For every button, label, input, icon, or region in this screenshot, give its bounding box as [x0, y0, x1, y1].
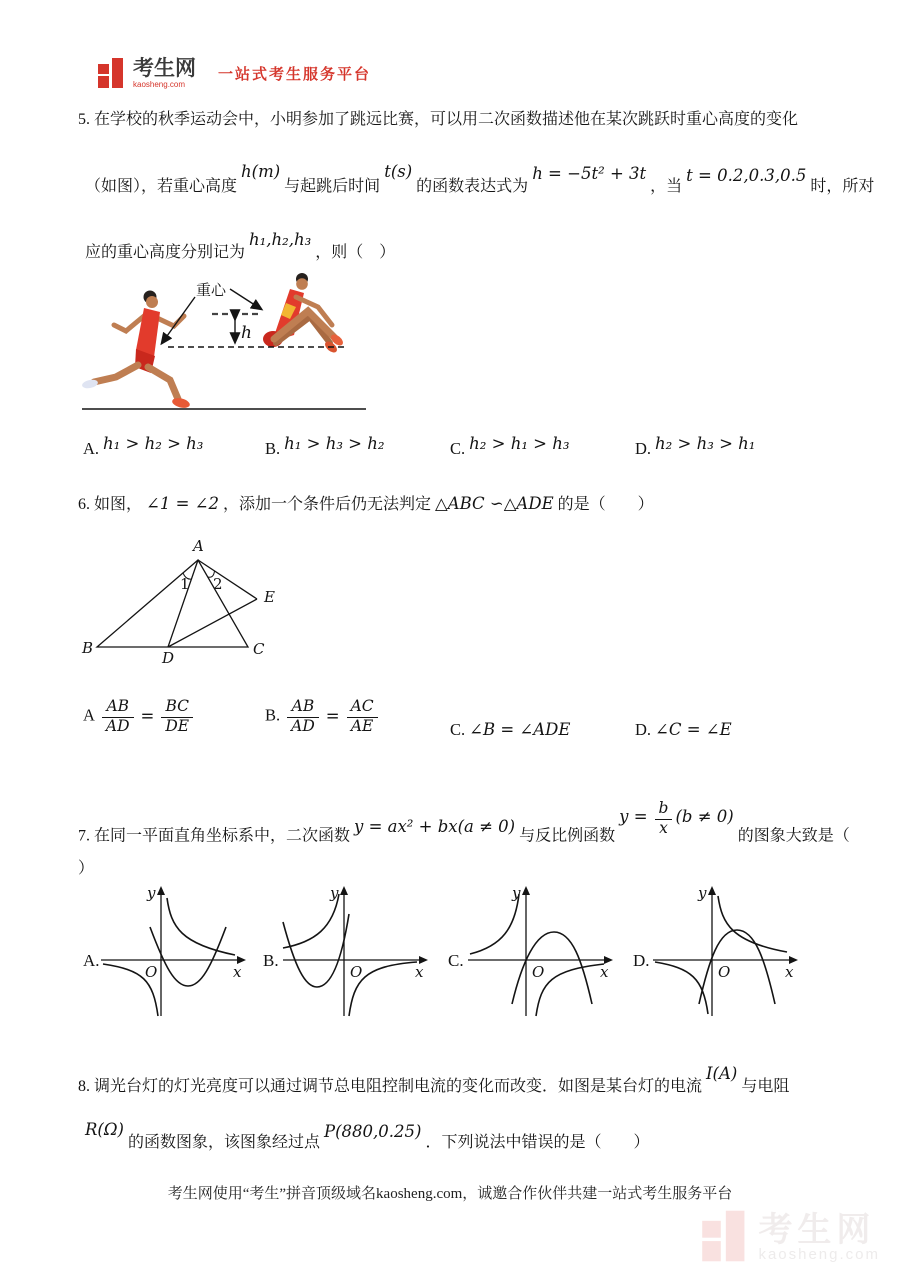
watermark-text: 考生网 [758, 1211, 876, 1250]
svg-text:x: x [415, 963, 424, 981]
fraction-b-x: $\frac{b}{x}$ [655, 800, 673, 838]
q5-text-shi: 时，所对 [810, 178, 875, 195]
q6-option-c: C. ∠B = ∠ADE [450, 720, 571, 739]
q8-emphasized-wrong: 错误 [521, 1134, 554, 1151]
svg-text:y: y [330, 884, 339, 902]
footer-text: 考生网使用“考生”拼音顶级域名kaosheng.com，诚邀合作伙伴共建一站式考生服务平台 [167, 1186, 733, 1202]
q8-formula-point-p: P(880,0.25) [324, 1122, 422, 1141]
q7-formula-inverse: y = $\frac{b}{x}$ (b ≠ 0) [619, 799, 734, 837]
q5-text-recorded: 应的重心高度分别记为 [85, 244, 246, 261]
q5-formula-height: h = −5t² + 3t [532, 164, 647, 183]
angle2-label: 2 [213, 575, 223, 593]
watermark-logo [702, 1209, 880, 1263]
fraction-ab-ad: $\frac{AB}{AD}$ [102, 698, 134, 736]
q5-text-comma: ，当 [650, 178, 683, 195]
arrow-to-jumper [230, 289, 261, 309]
q5-line3 [85, 228, 395, 265]
q5-formula-hsubs: h₁,h₂,h₃ [249, 230, 312, 249]
q7-graph-a-key: A. [83, 951, 100, 970]
q7-graph-a [95, 882, 250, 1024]
q6-formula-angles: ∠1 = ∠2 [146, 494, 219, 513]
logo-tagline: 一站式考生服务平台 [218, 65, 372, 83]
h-label: h [241, 323, 252, 343]
watermark-logo-icon [702, 1209, 748, 1263]
q6-option-b: B. $\frac{AB}{AD}$ = $\frac{AC}{AE}$ [265, 698, 381, 736]
q8-formula-current: I(A) [706, 1064, 738, 1083]
svg-text:y: y [698, 884, 707, 902]
vertex-d-label: D [162, 649, 175, 667]
kaosheng-logo-icon [98, 57, 125, 89]
q5-option-b: B. h₁ > h₃ > h₂ [265, 434, 385, 458]
hyperbola-q2 [283, 894, 339, 948]
svg-text:O: O [145, 963, 158, 981]
svg-text:O: O [532, 963, 545, 981]
q7-graph-b-key: B. [263, 951, 279, 970]
q7-graph-b [277, 882, 432, 1024]
q5-options [0, 432, 900, 462]
q5-formula-hm: h(m) [241, 162, 281, 181]
site-logo [98, 57, 371, 89]
svg-text:O: O [350, 963, 363, 981]
q5-option-a: A. h₁ > h₂ > h₃ [83, 434, 204, 458]
hyperbola-q3 [655, 962, 708, 1014]
logo-domain: kaosheng.com [133, 79, 186, 89]
angle1-label: 1 [180, 575, 190, 593]
q5-line1: 5. 在学校的秋季运动会中，小明参加了跳远比赛，可以用二次函数描述他在某次跳跃时重心高度的变化 [78, 111, 799, 128]
vertex-a-label: A [193, 537, 204, 555]
q7-line1: 7. 在同一平面直角坐标系中，二次函数 y = ax² + bx(a ≠ 0) 与反比例函数y = $\frac{b}{x}$ (b ≠ 0)的图象大致是（ [78, 799, 850, 845]
svg-text:O: O [718, 963, 731, 981]
hyperbola-q1 [167, 898, 235, 955]
hyperbola-q4 [536, 964, 604, 1016]
svg-text:y: y [512, 884, 521, 902]
q6-triangle-figure [80, 537, 310, 672]
vertex-e-label: E [264, 588, 275, 606]
parabola-curve [699, 930, 775, 1004]
q5-text-time: 与起跳后时间 [284, 178, 381, 195]
jumper-figure [263, 273, 345, 355]
hyperbola-q2 [470, 894, 519, 954]
logo-text: 考生网 [133, 56, 196, 80]
svg-text:x: x [600, 963, 609, 981]
q5-text-ruitu: （如图），若重心高度 [85, 178, 238, 195]
q7-graph-d [647, 882, 802, 1024]
vertex-c-label: C [253, 640, 265, 658]
q5-option-c: C. h₂ > h₁ > h₃ [450, 434, 570, 458]
q6-options [0, 690, 900, 750]
fraction-ab-ad-2: $\frac{AB}{AD}$ [287, 698, 319, 736]
parabola-curve [283, 914, 349, 987]
q5-text-then: ，则（ ） [315, 244, 396, 261]
q7-formula-quadratic: y = ax² + bx(a ≠ 0) [354, 817, 516, 837]
q7-graph-c-key: C. [448, 951, 464, 970]
q8-line1: 8. 调光台灯的灯光亮度可以通过调节总电阻控制电流的变化而改变．如图是某台灯的电流I(A)与电阻 [78, 1064, 790, 1095]
q6-option-d: D. ∠C = ∠E [635, 720, 732, 739]
q8-formula-resistance: R(Ω) [85, 1120, 124, 1139]
q7-graph-c [462, 882, 617, 1024]
q5-text-expr: 的函数表达式为 [416, 178, 529, 195]
q7-line2: ） [78, 860, 95, 877]
svg-text:y: y [147, 884, 156, 902]
q5-longjump-figure [80, 263, 370, 413]
runner-figure [81, 291, 190, 410]
q8-line2: R(Ω)的函数图象，该图象经过点P(880,0.25)．下列说法中错误的是（ ） [85, 1120, 650, 1151]
q6-line1: 6. 如图， ∠1 = ∠2 ，添加一个条件后仍无法判定 △ABC ∽△ADE 的是（ ） [78, 494, 654, 513]
q5-formula-tvals: t = 0.2,0.3,0.5 [686, 166, 807, 185]
watermark-domain: kaosheng.com [758, 1246, 880, 1263]
q5-line2 [85, 160, 875, 199]
q6-formula-similar: △ABC ∽△ADE [435, 494, 554, 513]
q6-option-a: A $\frac{AB}{AD}$ = $\frac{BC}{DE}$ [83, 698, 196, 736]
fraction-bc-de: $\frac{BC}{DE}$ [161, 698, 193, 736]
svg-text:x: x [233, 963, 242, 981]
fraction-ac-ae: $\frac{AC}{AE}$ [347, 698, 378, 736]
segment-ae [198, 560, 257, 599]
q7-graph-d-key: D. [633, 951, 650, 970]
q5-formula-ts: t(s) [384, 162, 413, 181]
svg-text:x: x [785, 963, 794, 981]
q5-option-d: D. h₂ > h₃ > h₁ [635, 434, 756, 458]
vertex-b-label: B [82, 639, 94, 657]
center-of-gravity-label: 重心 [196, 283, 227, 299]
hyperbola-q1 [718, 896, 787, 952]
